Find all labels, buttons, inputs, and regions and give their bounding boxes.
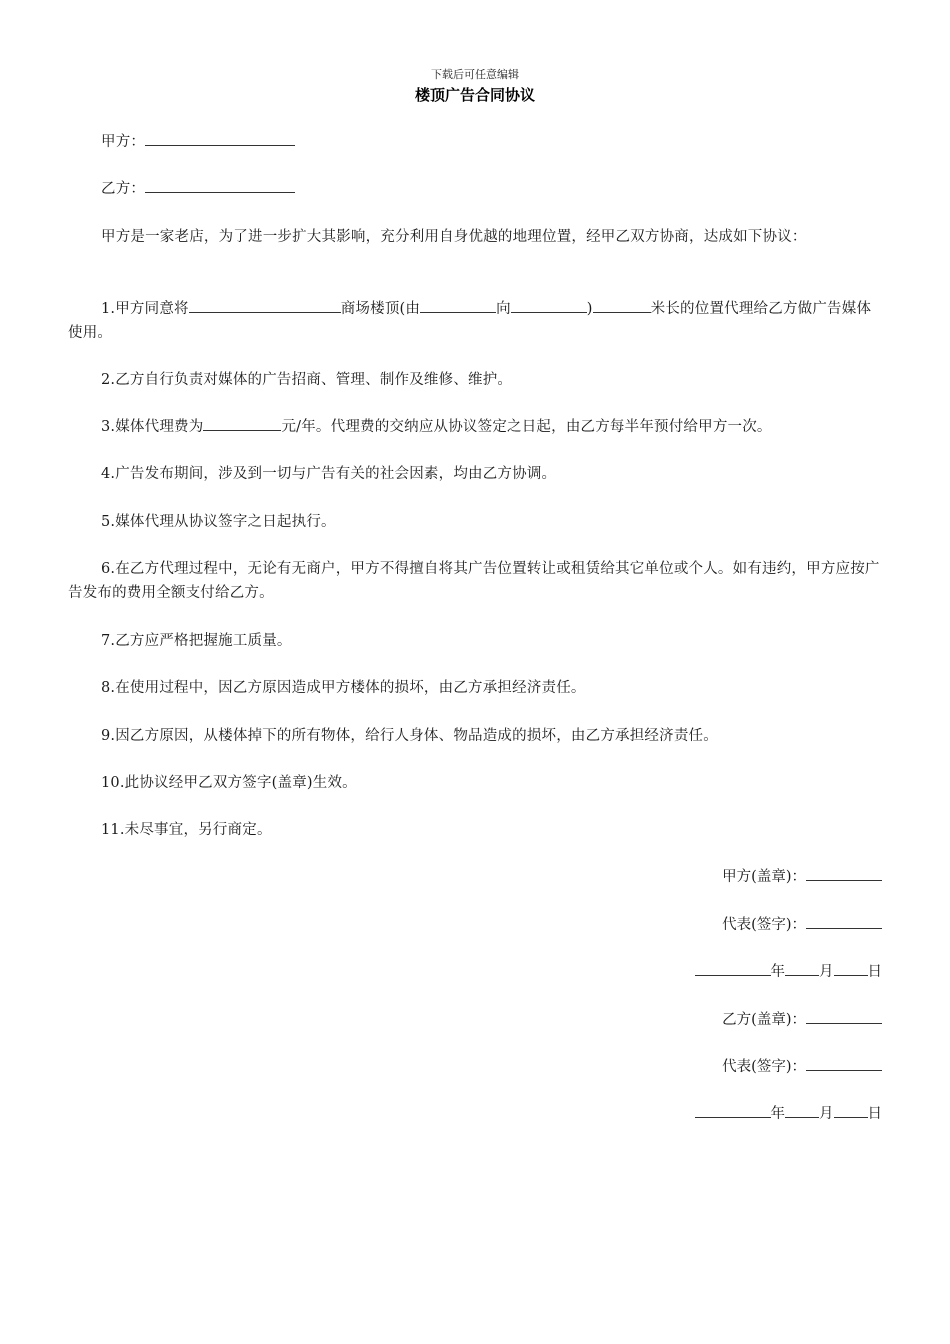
party-a-year-blank[interactable] [695, 960, 771, 976]
party-a-rep-line [722, 913, 882, 937]
party-b-rep-line [722, 1055, 882, 1079]
intro-paragraph: 甲方是一家老店，为了进一步扩大其影响，充分利用自身优越的地理位置，经甲乙双方协商，达成如下协议： [101, 229, 807, 245]
clause-1-text-a: 1.甲方同意将 [101, 301, 189, 317]
clause-1-text-b: 商场楼顶(由 [340, 301, 421, 317]
party-a-date-line [695, 960, 883, 984]
day-label: 日 [867, 1106, 882, 1122]
party-b-line [68, 177, 884, 201]
clause-5: 5.媒体代理从协议签字之日起执行。 [101, 514, 336, 530]
month-label: 月 [819, 1106, 834, 1122]
clause-3-text-a: 3.媒体代理费为 [101, 419, 204, 435]
clause-9: 9.因乙方原因，从楼体掉下的所有物体，给行人身体、物品造成的损坏，由乙方承担经济责任。 [101, 728, 718, 744]
clause-2: 2.乙方自行负责对媒体的广告招商、管理、制作及维修、维护。 [101, 372, 513, 388]
party-a-line [68, 130, 884, 154]
document-title: 楼顶广告合同协议 [414, 86, 535, 104]
party-a-blank[interactable] [145, 130, 295, 146]
party-a-day-blank[interactable] [834, 960, 868, 976]
fee-blank[interactable] [203, 415, 281, 431]
from-blank[interactable] [420, 297, 496, 313]
clause-3 [68, 415, 884, 439]
clause-3-text-b: 元/年。代理费的交纳应从协议签定之日起，由乙方每半年预付给甲方一次。 [281, 419, 772, 435]
party-b-seal-blank[interactable] [806, 1008, 882, 1024]
party-b-year-blank[interactable] [695, 1102, 771, 1118]
mall-name-blank[interactable] [189, 297, 341, 313]
year-label: 年 [770, 1106, 785, 1122]
clause-7: 7.乙方应严格把握施工质量。 [101, 633, 292, 649]
clause-1-text-e: 米长的位置代理给乙方做广告媒体使用。 [68, 301, 872, 341]
party-a-seal-label: 甲方(盖章)： [722, 869, 806, 885]
party-b-rep-blank[interactable] [806, 1055, 882, 1071]
party-a-month-blank[interactable] [785, 960, 819, 976]
clause-11: 11.未尽事宜，另行商定。 [101, 822, 272, 838]
clause-4: 4.广告发布期间，涉及到一切与广告有关的社会因素，均由乙方协调。 [101, 466, 557, 482]
party-b-date-line [695, 1102, 883, 1126]
month-label: 月 [819, 964, 834, 980]
party-a-seal-blank[interactable] [806, 865, 882, 881]
clause-1 [68, 297, 884, 345]
clause-1-text-d: ) [586, 301, 593, 317]
clause-1-text-c: 向 [496, 301, 511, 317]
length-blank[interactable] [593, 297, 651, 313]
to-blank[interactable] [511, 297, 587, 313]
party-a-label: 甲方： [101, 134, 146, 150]
party-b-blank[interactable] [145, 177, 295, 193]
clause-8: 8.在使用过程中，因乙方原因造成甲方楼体的损坏，由乙方承担经济责任。 [101, 680, 586, 696]
party-b-day-blank[interactable] [834, 1102, 868, 1118]
clause-6: 6.在乙方代理过程中，无论有无商户，甲方不得擅自将其广告位置转让或租赁给其它单位或个人。如有违约，甲方应按广告发布的费用全额支付给乙方。 [68, 561, 880, 601]
party-b-seal-label: 乙方(盖章)： [722, 1012, 806, 1028]
party-a-seal-line [722, 865, 882, 889]
party-b-label: 乙方： [101, 181, 146, 197]
party-a-rep-blank[interactable] [806, 913, 882, 929]
party-b-rep-label: 代表(签字)： [722, 1059, 806, 1075]
day-label: 日 [867, 964, 882, 980]
party-a-rep-label: 代表(签字)： [722, 917, 806, 933]
clause-10: 10.此协议经甲乙双方签字(盖章)生效。 [101, 775, 357, 791]
year-label: 年 [770, 964, 785, 980]
edit-note: 下载后可任意编辑 [431, 68, 519, 81]
party-b-seal-line [722, 1008, 882, 1032]
party-b-month-blank[interactable] [785, 1102, 819, 1118]
